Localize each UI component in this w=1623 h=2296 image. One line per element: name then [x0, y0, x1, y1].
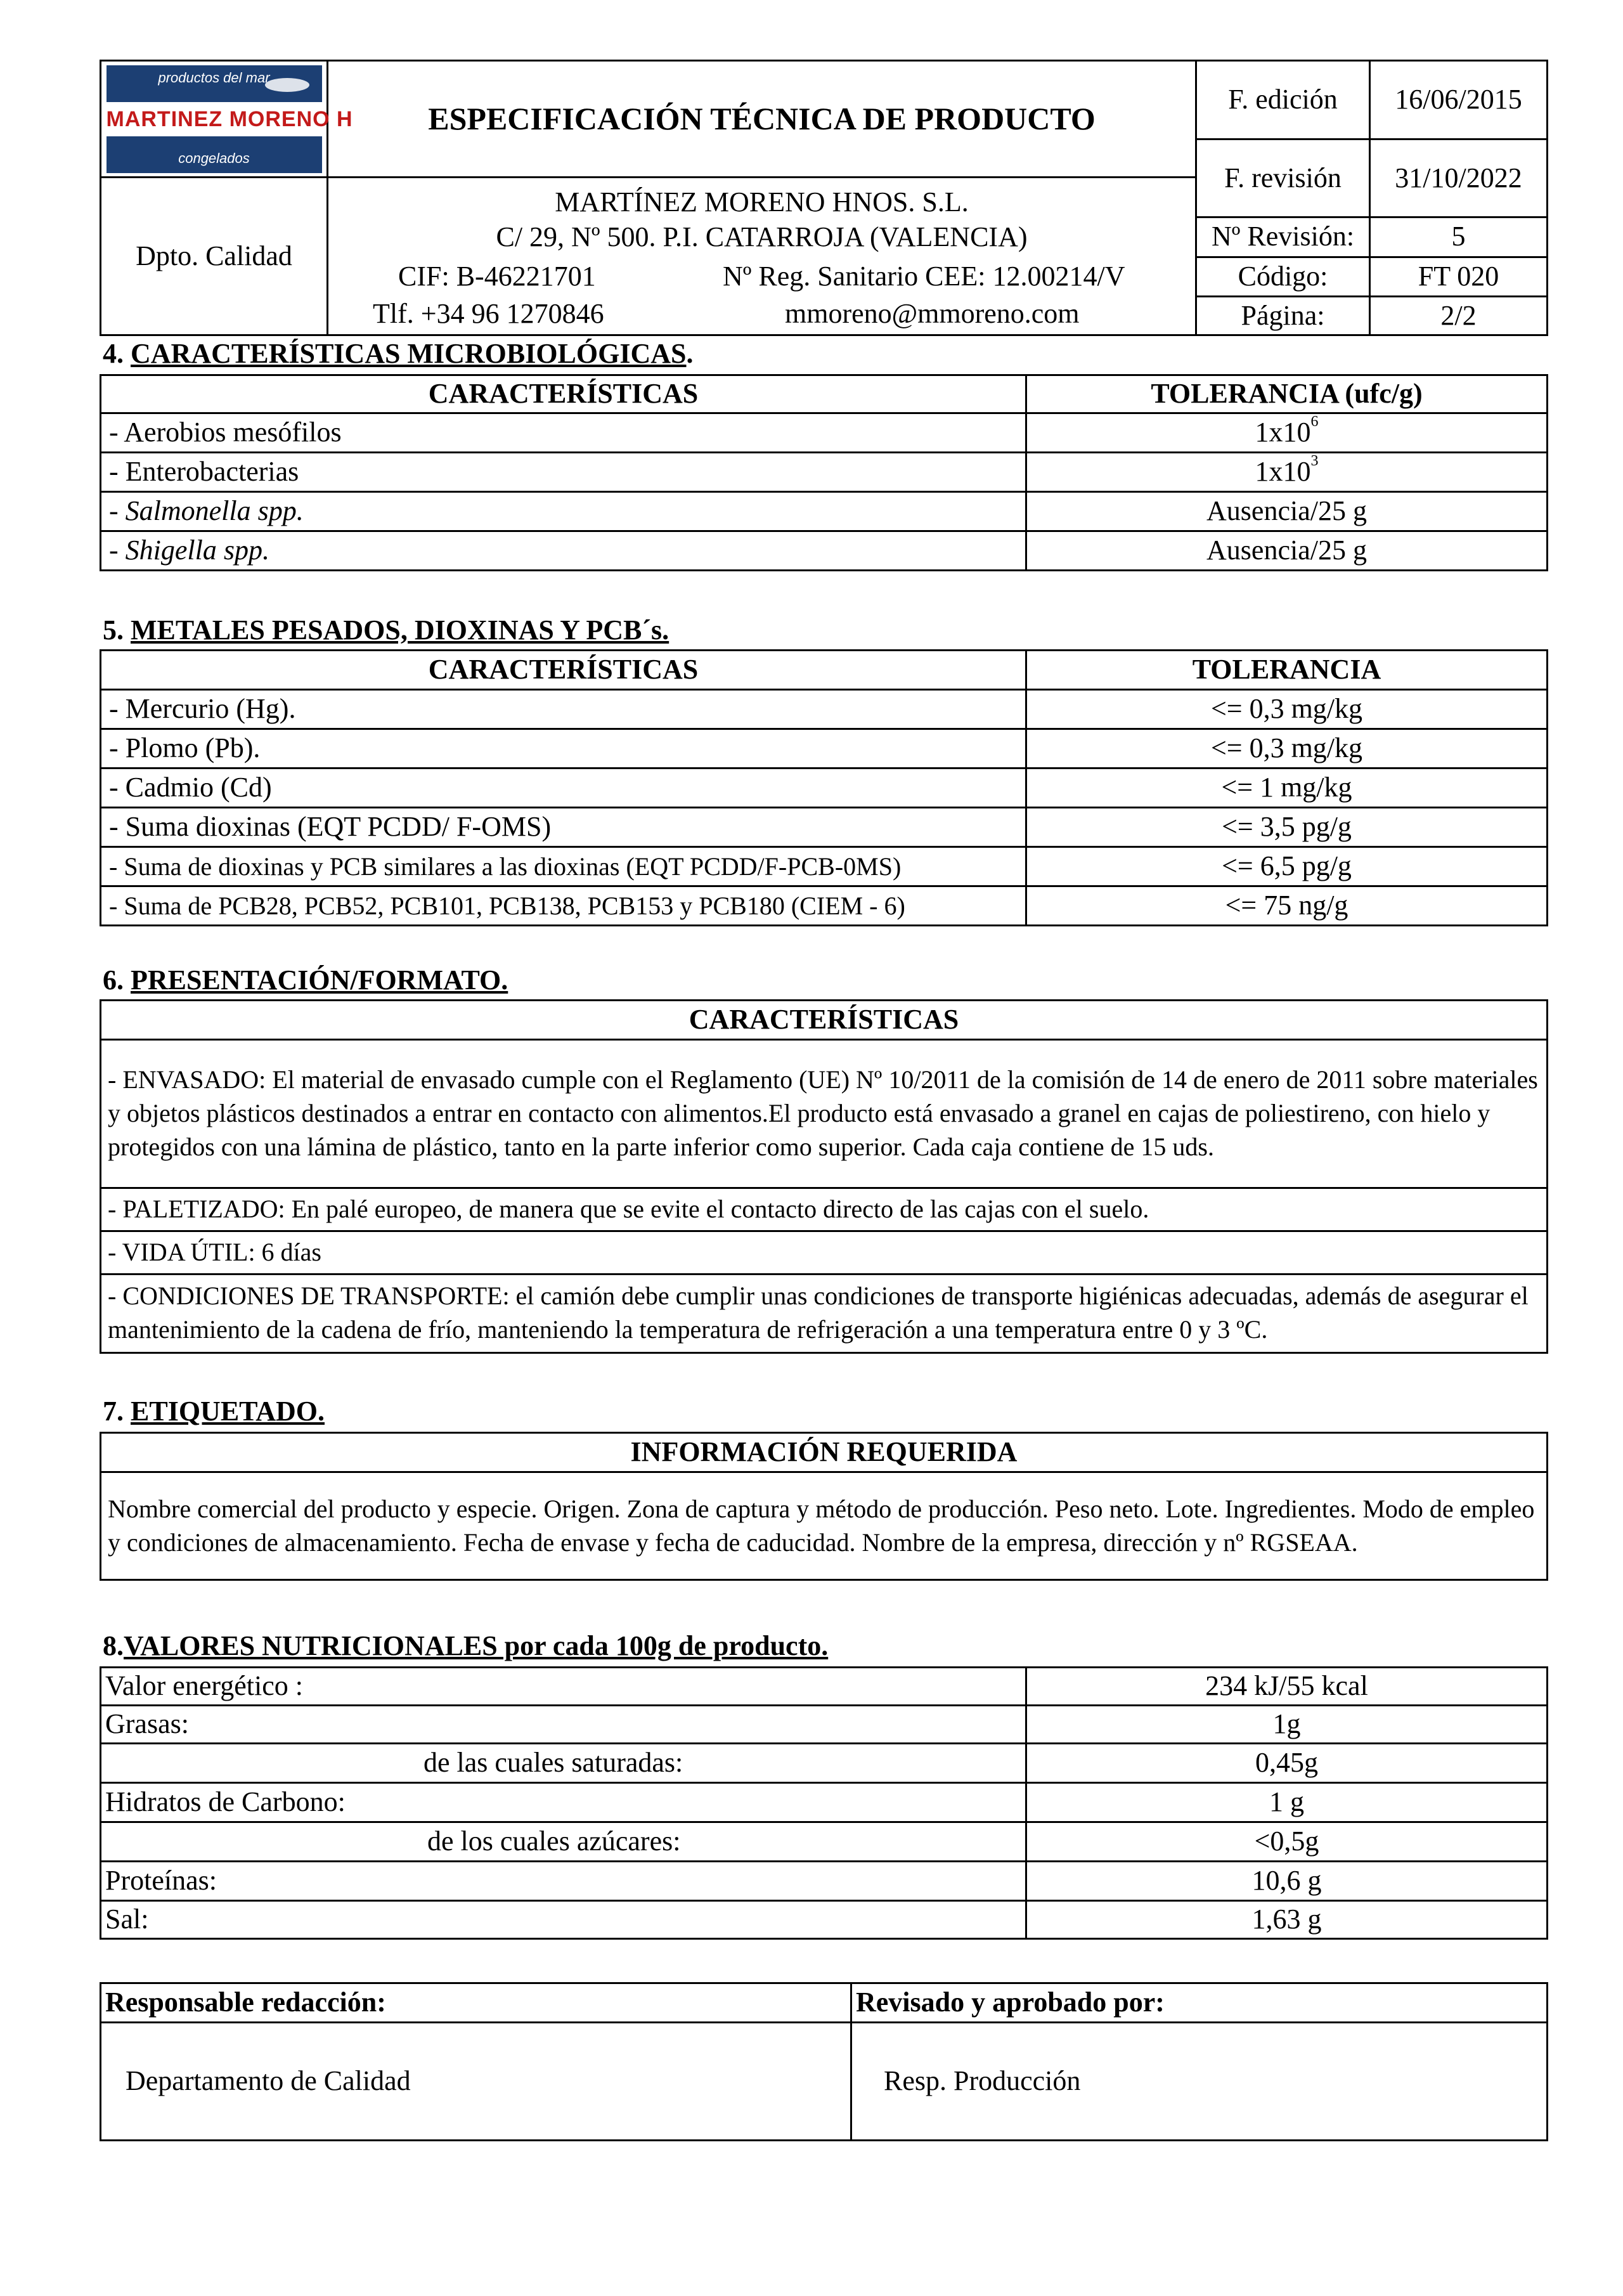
meta-value: FT 020	[1370, 257, 1548, 297]
micro-label: - Aerobios mesófilos	[101, 413, 1026, 453]
format-table	[100, 999, 1548, 1354]
meta-value: 5	[1370, 217, 1548, 257]
company-email: mmoreno@mmoreno.com	[785, 298, 1080, 329]
metals-label: - Plomo (Pb).	[101, 729, 1026, 769]
meta-value: 31/10/2022	[1370, 139, 1548, 217]
labelling-table	[100, 1432, 1548, 1581]
nutrition-value: 1,63 g	[1026, 1901, 1548, 1939]
nutrition-value: 234 kJ/55 kcal	[1026, 1668, 1548, 1706]
document-title: ESPECIFICACIÓN TÉCNICA DE PRODUCTO	[328, 61, 1196, 178]
section-title-micro	[103, 340, 694, 368]
metals-value: <= 75 ng/g	[1026, 886, 1548, 926]
section-heading: ETIQUETADO.	[131, 1396, 325, 1427]
section-number: 7.	[103, 1396, 131, 1427]
micro-label: - Salmonella spp.	[101, 492, 1026, 531]
metals-value: <= 6,5 pg/g	[1026, 847, 1548, 886]
micro-value: Ausencia/25 g	[1026, 492, 1548, 531]
metals-label: - Suma dioxinas (EQT PCDD/ F-OMS)	[101, 808, 1026, 847]
company-reg: Nº Reg. Sanitario CEE: 12.00214/V	[723, 261, 1125, 292]
signature-left-title: Responsable redacción:	[101, 1983, 851, 2023]
nutrition-label: Grasas:	[101, 1706, 1026, 1744]
signature-table	[100, 1982, 1548, 2141]
format-item: - PALETIZADO: En palé europeo, de manera que se evite el contacto directo de las cajas con el suelo.	[101, 1188, 1548, 1231]
company-logo	[106, 65, 353, 173]
metals-value: <= 0,3 mg/kg	[1026, 729, 1548, 769]
labelling-text: Nombre comercial del producto y especie. Origen. Zona de captura y método de producción. Peso neto. Lote. Ingredientes. Modo de empleo y condiciones de almacenamiento. Fecha de envase y fecha de caducidad. Nombre de la empresa, dirección y nº RGSEAA.	[101, 1472, 1548, 1580]
logo-brand: MARTINEZ MORENO H	[107, 102, 322, 136]
company-info	[328, 178, 1196, 335]
meta-value: 16/06/2015	[1370, 61, 1548, 139]
micro-label: - Shigella spp.	[101, 531, 1026, 571]
column-header: CARACTERÍSTICAS	[101, 651, 1026, 690]
metals-label: - Suma de dioxinas y PCB similares a las dioxinas (EQT PCDD/F-PCB-0MS)	[101, 847, 1026, 886]
section-title-format	[103, 966, 508, 994]
nutrition-value: 1g	[1026, 1706, 1548, 1744]
nutrition-label: Proteínas:	[101, 1862, 1026, 1901]
nutrition-value: <0,5g	[1026, 1822, 1548, 1862]
nutrition-table	[100, 1666, 1548, 1940]
section-number: 8.	[103, 1630, 124, 1661]
format-item: - CONDICIONES DE TRANSPORTE: el camión debe cumplir unas condiciones de transporte higiénicas adecuadas, además de asegurar el mantenimiento de la cadena de frío, manteniendo la temperatura de refrigeración a una temperatura entre 0 y 3 ºC.	[101, 1274, 1548, 1352]
column-header: CARACTERÍSTICAS	[101, 1001, 1548, 1040]
micro-value: Ausencia/25 g	[1026, 531, 1548, 571]
section-heading: METALES PESADOS, DIOXINAS Y PCB´s.	[131, 614, 669, 645]
signature-right-value: Resp. Producción	[851, 2023, 1548, 2141]
metals-label: - Suma de PCB28, PCB52, PCB101, PCB138, PCB153 y PCB180 (CIEM - 6)	[101, 886, 1026, 926]
logo-top-text: productos del mar	[158, 69, 270, 86]
company-name: MARTÍNEZ MORENO HNOS. S.L.	[555, 186, 969, 217]
meta-label: Nº Revisión:	[1196, 217, 1370, 257]
signature-right-title: Revisado y aprobado por:	[851, 1983, 1548, 2023]
nutrition-value: 0,45g	[1026, 1744, 1548, 1783]
metals-value: <= 1 mg/kg	[1026, 769, 1548, 808]
metals-label: - Mercurio (Hg).	[101, 690, 1026, 729]
nutrition-value: 1 g	[1026, 1783, 1548, 1822]
logo-cell	[101, 61, 353, 178]
micro-value: $1x10^6$	[1026, 413, 1548, 453]
section-heading: CARACTERÍSTICAS MICROBIOLÓGICAS	[131, 338, 687, 369]
section-title-label	[103, 1398, 325, 1425]
company-phone: Tlf. +34 96 1270846	[373, 298, 604, 329]
section-heading: PRESENTACIÓN/FORMATO.	[131, 964, 508, 996]
meta-label: F. edición	[1196, 61, 1370, 139]
column-header: INFORMACIÓN REQUERIDA	[101, 1433, 1548, 1472]
section-title-nutrition	[103, 1632, 828, 1660]
nutrition-value: 10,6 g	[1026, 1862, 1548, 1901]
section-title-metals	[103, 616, 669, 644]
metals-value: <= 3,5 pg/g	[1026, 808, 1548, 847]
micro-label: - Enterobacterias	[101, 453, 1026, 492]
column-header: CARACTERÍSTICAS	[101, 375, 1026, 413]
section-heading: VALORES NUTRICIONALES por cada 100g de producto.	[124, 1630, 829, 1661]
section-number: 5.	[103, 614, 131, 645]
micro-value: $1x10^3$	[1026, 453, 1548, 492]
logo-bottom-text: congelados	[178, 150, 250, 167]
meta-label: F. revisión	[1196, 139, 1370, 217]
meta-label: Código:	[1196, 257, 1370, 297]
meta-value: 2/2	[1370, 297, 1548, 335]
company-cif: CIF: B-46221701	[398, 261, 596, 292]
format-item: - VIDA ÚTIL: 6 días	[101, 1231, 1548, 1274]
metals-label: - Cadmio (Cd)	[101, 769, 1026, 808]
nutrition-label: Valor energético :	[101, 1668, 1026, 1706]
section-number: 6.	[103, 964, 131, 996]
nutrition-label: Hidratos de Carbono:	[101, 1783, 1026, 1822]
nutrition-label: Sal:	[101, 1901, 1026, 1939]
metals-table	[100, 649, 1548, 926]
section-dot: .	[686, 338, 694, 369]
section-number: 4.	[103, 338, 131, 369]
header-table	[100, 60, 1548, 336]
nutrition-label: de las cuales saturadas:	[101, 1744, 1026, 1783]
metals-value: <= 0,3 mg/kg	[1026, 690, 1548, 729]
column-header: TOLERANCIA (ufc/g)	[1026, 375, 1548, 413]
signature-left-value: Departamento de Calidad	[101, 2023, 851, 2141]
micro-table	[100, 374, 1548, 571]
column-header: TOLERANCIA	[1026, 651, 1548, 690]
format-item: - ENVASADO: El material de envasado cumple con el Reglamento (UE) Nº 10/2011 de la comisión de 14 de enero de 2011 sobre materiales y objetos plásticos destinados a entrar en contacto con alimentos.El producto está envasado a granel en cajas de poliestireno, con hielo y protegidos con una lámina de plástico, tanto en la parte inferior como superior. Cada caja contiene de 15 uds.	[101, 1040, 1548, 1188]
department: Dpto. Calidad	[101, 178, 328, 335]
company-address: C/ 29, Nº 500. P.I. CATARROJA (VALENCIA)	[496, 221, 1028, 252]
nutrition-label: de los cuales azúcares:	[101, 1822, 1026, 1862]
meta-label: Página:	[1196, 297, 1370, 335]
